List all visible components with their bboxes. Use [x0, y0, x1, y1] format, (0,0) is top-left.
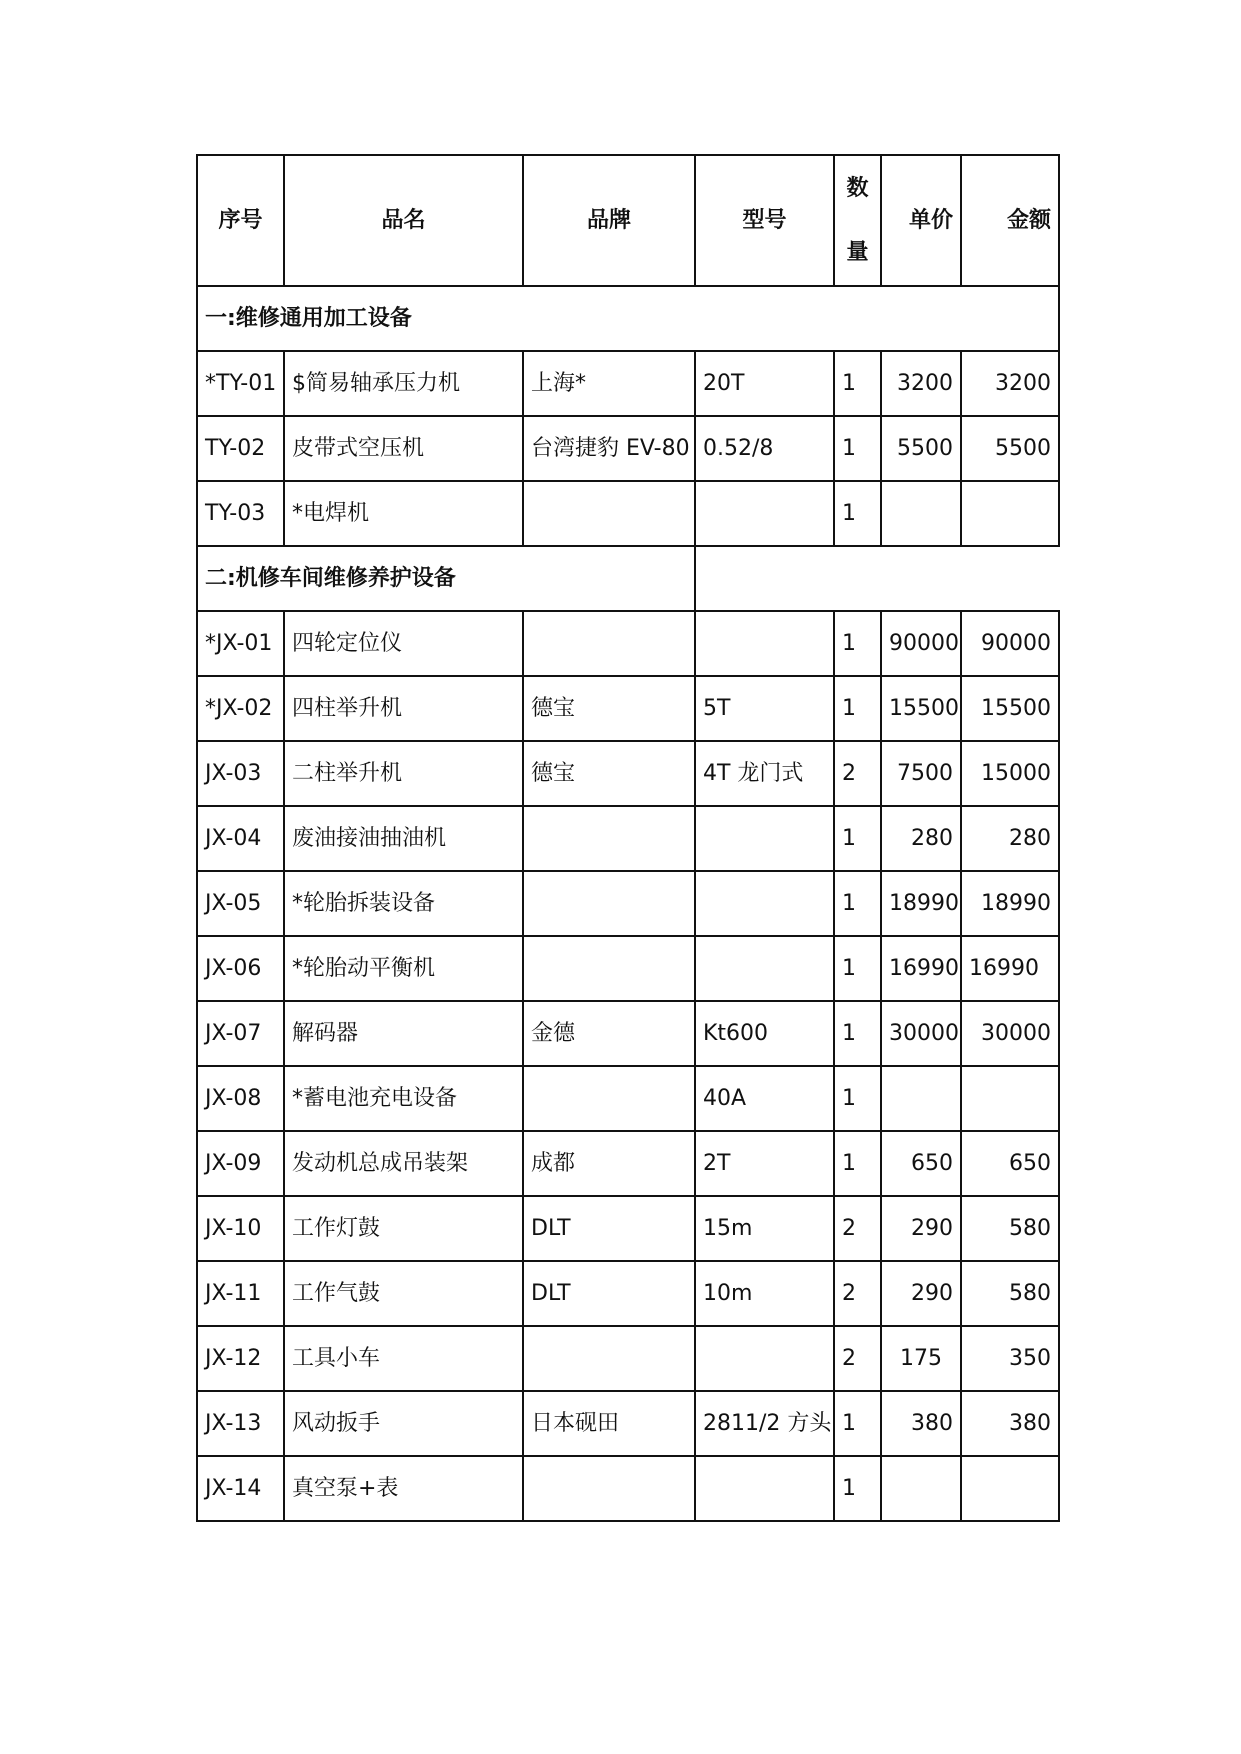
section-title: 一:维修通用加工设备: [197, 286, 1059, 351]
cell-qty: 1: [834, 676, 881, 741]
cell-model: [695, 936, 834, 1001]
cell-qty: 1: [834, 806, 881, 871]
cell-price: 15500: [881, 676, 961, 741]
cell-brand: [523, 1456, 695, 1521]
section-blank-cell: [695, 546, 1059, 611]
cell-seq: JX-03: [197, 741, 284, 806]
cell-name: 四轮定位仪: [284, 611, 523, 676]
cell-seq: JX-12: [197, 1326, 284, 1391]
cell-amount: [961, 481, 1059, 546]
cell-brand: 德宝: [523, 741, 695, 806]
table-row: [197, 1261, 1059, 1326]
cell-brand: [523, 806, 695, 871]
header-qty: [834, 155, 881, 286]
cell-amount: [961, 1456, 1059, 1521]
cell-brand: [523, 936, 695, 1001]
cell-amount: 380: [961, 1391, 1059, 1456]
table-row: [197, 1456, 1059, 1521]
cell-qty: 1: [834, 1391, 881, 1456]
cell-seq: JX-08: [197, 1066, 284, 1131]
cell-name: 废油接油抽油机: [284, 806, 523, 871]
cell-seq: JX-09: [197, 1131, 284, 1196]
cell-model: 5T: [695, 676, 834, 741]
cell-amount: 580: [961, 1261, 1059, 1326]
cell-price: 30000: [881, 1001, 961, 1066]
cell-seq: *JX-01: [197, 611, 284, 676]
section-row: [197, 286, 1059, 351]
header-qty-top: 数: [846, 175, 869, 201]
table-row: [197, 741, 1059, 806]
cell-amount: 90000: [961, 611, 1059, 676]
cell-seq: JX-14: [197, 1456, 284, 1521]
cell-price: [881, 481, 961, 546]
cell-model: [695, 871, 834, 936]
cell-price: 90000: [881, 611, 961, 676]
cell-qty: 1: [834, 936, 881, 1001]
cell-model: Kt600: [695, 1001, 834, 1066]
cell-amount: [961, 1066, 1059, 1131]
cell-model: 2811/2 方头: [695, 1391, 834, 1456]
cell-qty: 2: [834, 1196, 881, 1261]
cell-price: 650: [881, 1131, 961, 1196]
header-amount: 金额: [961, 155, 1059, 286]
cell-name: *电焊机: [284, 481, 523, 546]
cell-price: 5500: [881, 416, 961, 481]
cell-name: *轮胎拆装设备: [284, 871, 523, 936]
cell-seq: JX-11: [197, 1261, 284, 1326]
cell-price: 3200: [881, 351, 961, 416]
equipment-table: [196, 154, 1060, 1522]
cell-qty: 1: [834, 1066, 881, 1131]
table-row: [197, 806, 1059, 871]
table-row: [197, 1001, 1059, 1066]
cell-qty: 1: [834, 351, 881, 416]
cell-qty: 2: [834, 741, 881, 806]
header-seq: 序号: [197, 155, 284, 286]
header-name: 品名: [284, 155, 523, 286]
cell-amount: 18990: [961, 871, 1059, 936]
cell-brand: 上海*: [523, 351, 695, 416]
cell-brand: 德宝: [523, 676, 695, 741]
table-row: [197, 936, 1059, 1001]
cell-qty: 1: [834, 481, 881, 546]
cell-model: [695, 1456, 834, 1521]
cell-model: 4T 龙门式: [695, 741, 834, 806]
section-row: [197, 546, 1059, 611]
cell-price: [881, 1066, 961, 1131]
cell-brand: [523, 611, 695, 676]
cell-price: 290: [881, 1196, 961, 1261]
cell-brand: DLT: [523, 1196, 695, 1261]
cell-price: 290: [881, 1261, 961, 1326]
cell-amount: 16990: [961, 936, 1059, 1001]
table-row: [197, 611, 1059, 676]
cell-name: 风动扳手: [284, 1391, 523, 1456]
cell-model: [695, 806, 834, 871]
table-row: [197, 676, 1059, 741]
cell-seq: *TY-01: [197, 351, 284, 416]
cell-seq: TY-03: [197, 481, 284, 546]
cell-brand: [523, 481, 695, 546]
cell-brand: 日本砚田: [523, 1391, 695, 1456]
table-row: [197, 871, 1059, 936]
table-row: [197, 1066, 1059, 1131]
cell-brand: [523, 871, 695, 936]
cell-amount: 3200: [961, 351, 1059, 416]
cell-price: [881, 1456, 961, 1521]
cell-name: 解码器: [284, 1001, 523, 1066]
cell-name: *轮胎动平衡机: [284, 936, 523, 1001]
cell-name: 工作灯鼓: [284, 1196, 523, 1261]
cell-name: 真空泵+表: [284, 1456, 523, 1521]
cell-amount: 350: [961, 1326, 1059, 1391]
cell-name: 工具小车: [284, 1326, 523, 1391]
cell-brand: [523, 1066, 695, 1131]
cell-name: 皮带式空压机: [284, 416, 523, 481]
cell-amount: 15500: [961, 676, 1059, 741]
cell-model: 2T: [695, 1131, 834, 1196]
cell-name: 工作气鼓: [284, 1261, 523, 1326]
cell-model: [695, 1326, 834, 1391]
cell-model: [695, 611, 834, 676]
cell-seq: JX-07: [197, 1001, 284, 1066]
cell-name: 发动机总成吊装架: [284, 1131, 523, 1196]
cell-seq: *JX-02: [197, 676, 284, 741]
table-row: [197, 351, 1059, 416]
cell-seq: TY-02: [197, 416, 284, 481]
cell-qty: 1: [834, 1001, 881, 1066]
cell-brand: 台湾捷豹 EV-80: [523, 416, 695, 481]
cell-brand: [523, 1326, 695, 1391]
cell-brand: 成都: [523, 1131, 695, 1196]
cell-name: *蓄电池充电设备: [284, 1066, 523, 1131]
cell-qty: 2: [834, 1261, 881, 1326]
cell-amount: 5500: [961, 416, 1059, 481]
header-model: 型号: [695, 155, 834, 286]
cell-model: [695, 481, 834, 546]
cell-price: 280: [881, 806, 961, 871]
header-qty-bottom: 量: [846, 239, 869, 265]
cell-qty: 1: [834, 1131, 881, 1196]
cell-amount: 280: [961, 806, 1059, 871]
cell-brand: 金德: [523, 1001, 695, 1066]
cell-qty: 1: [834, 611, 881, 676]
header-unit-price: 单价: [881, 155, 961, 286]
cell-price: 175: [881, 1326, 961, 1391]
cell-seq: JX-04: [197, 806, 284, 871]
cell-model: 10m: [695, 1261, 834, 1326]
cell-amount: 650: [961, 1131, 1059, 1196]
cell-model: 15m: [695, 1196, 834, 1261]
cell-name: $简易轴承压力机: [284, 351, 523, 416]
cell-price: 16990: [881, 936, 961, 1001]
cell-model: 40A: [695, 1066, 834, 1131]
cell-qty: 1: [834, 871, 881, 936]
table-row: [197, 481, 1059, 546]
cell-seq: JX-06: [197, 936, 284, 1001]
cell-name: 二柱举升机: [284, 741, 523, 806]
cell-price: 18990: [881, 871, 961, 936]
cell-price: 7500: [881, 741, 961, 806]
cell-seq: JX-05: [197, 871, 284, 936]
table-row: [197, 1391, 1059, 1456]
header-brand: 品牌: [523, 155, 695, 286]
cell-qty: 1: [834, 1456, 881, 1521]
cell-qty: 1: [834, 416, 881, 481]
cell-model: 0.52/8: [695, 416, 834, 481]
cell-name: 四柱举升机: [284, 676, 523, 741]
cell-seq: JX-13: [197, 1391, 284, 1456]
cell-amount: 30000: [961, 1001, 1059, 1066]
header-row: [197, 155, 1059, 286]
section-title: 二:机修车间维修养护设备: [197, 546, 695, 611]
cell-brand: DLT: [523, 1261, 695, 1326]
cell-amount: 15000: [961, 741, 1059, 806]
cell-amount: 580: [961, 1196, 1059, 1261]
cell-price: 380: [881, 1391, 961, 1456]
table-row: [197, 1326, 1059, 1391]
table-row: [197, 1196, 1059, 1261]
cell-seq: JX-10: [197, 1196, 284, 1261]
table-row: [197, 416, 1059, 481]
cell-qty: 2: [834, 1326, 881, 1391]
cell-model: 20T: [695, 351, 834, 416]
table-row: [197, 1131, 1059, 1196]
